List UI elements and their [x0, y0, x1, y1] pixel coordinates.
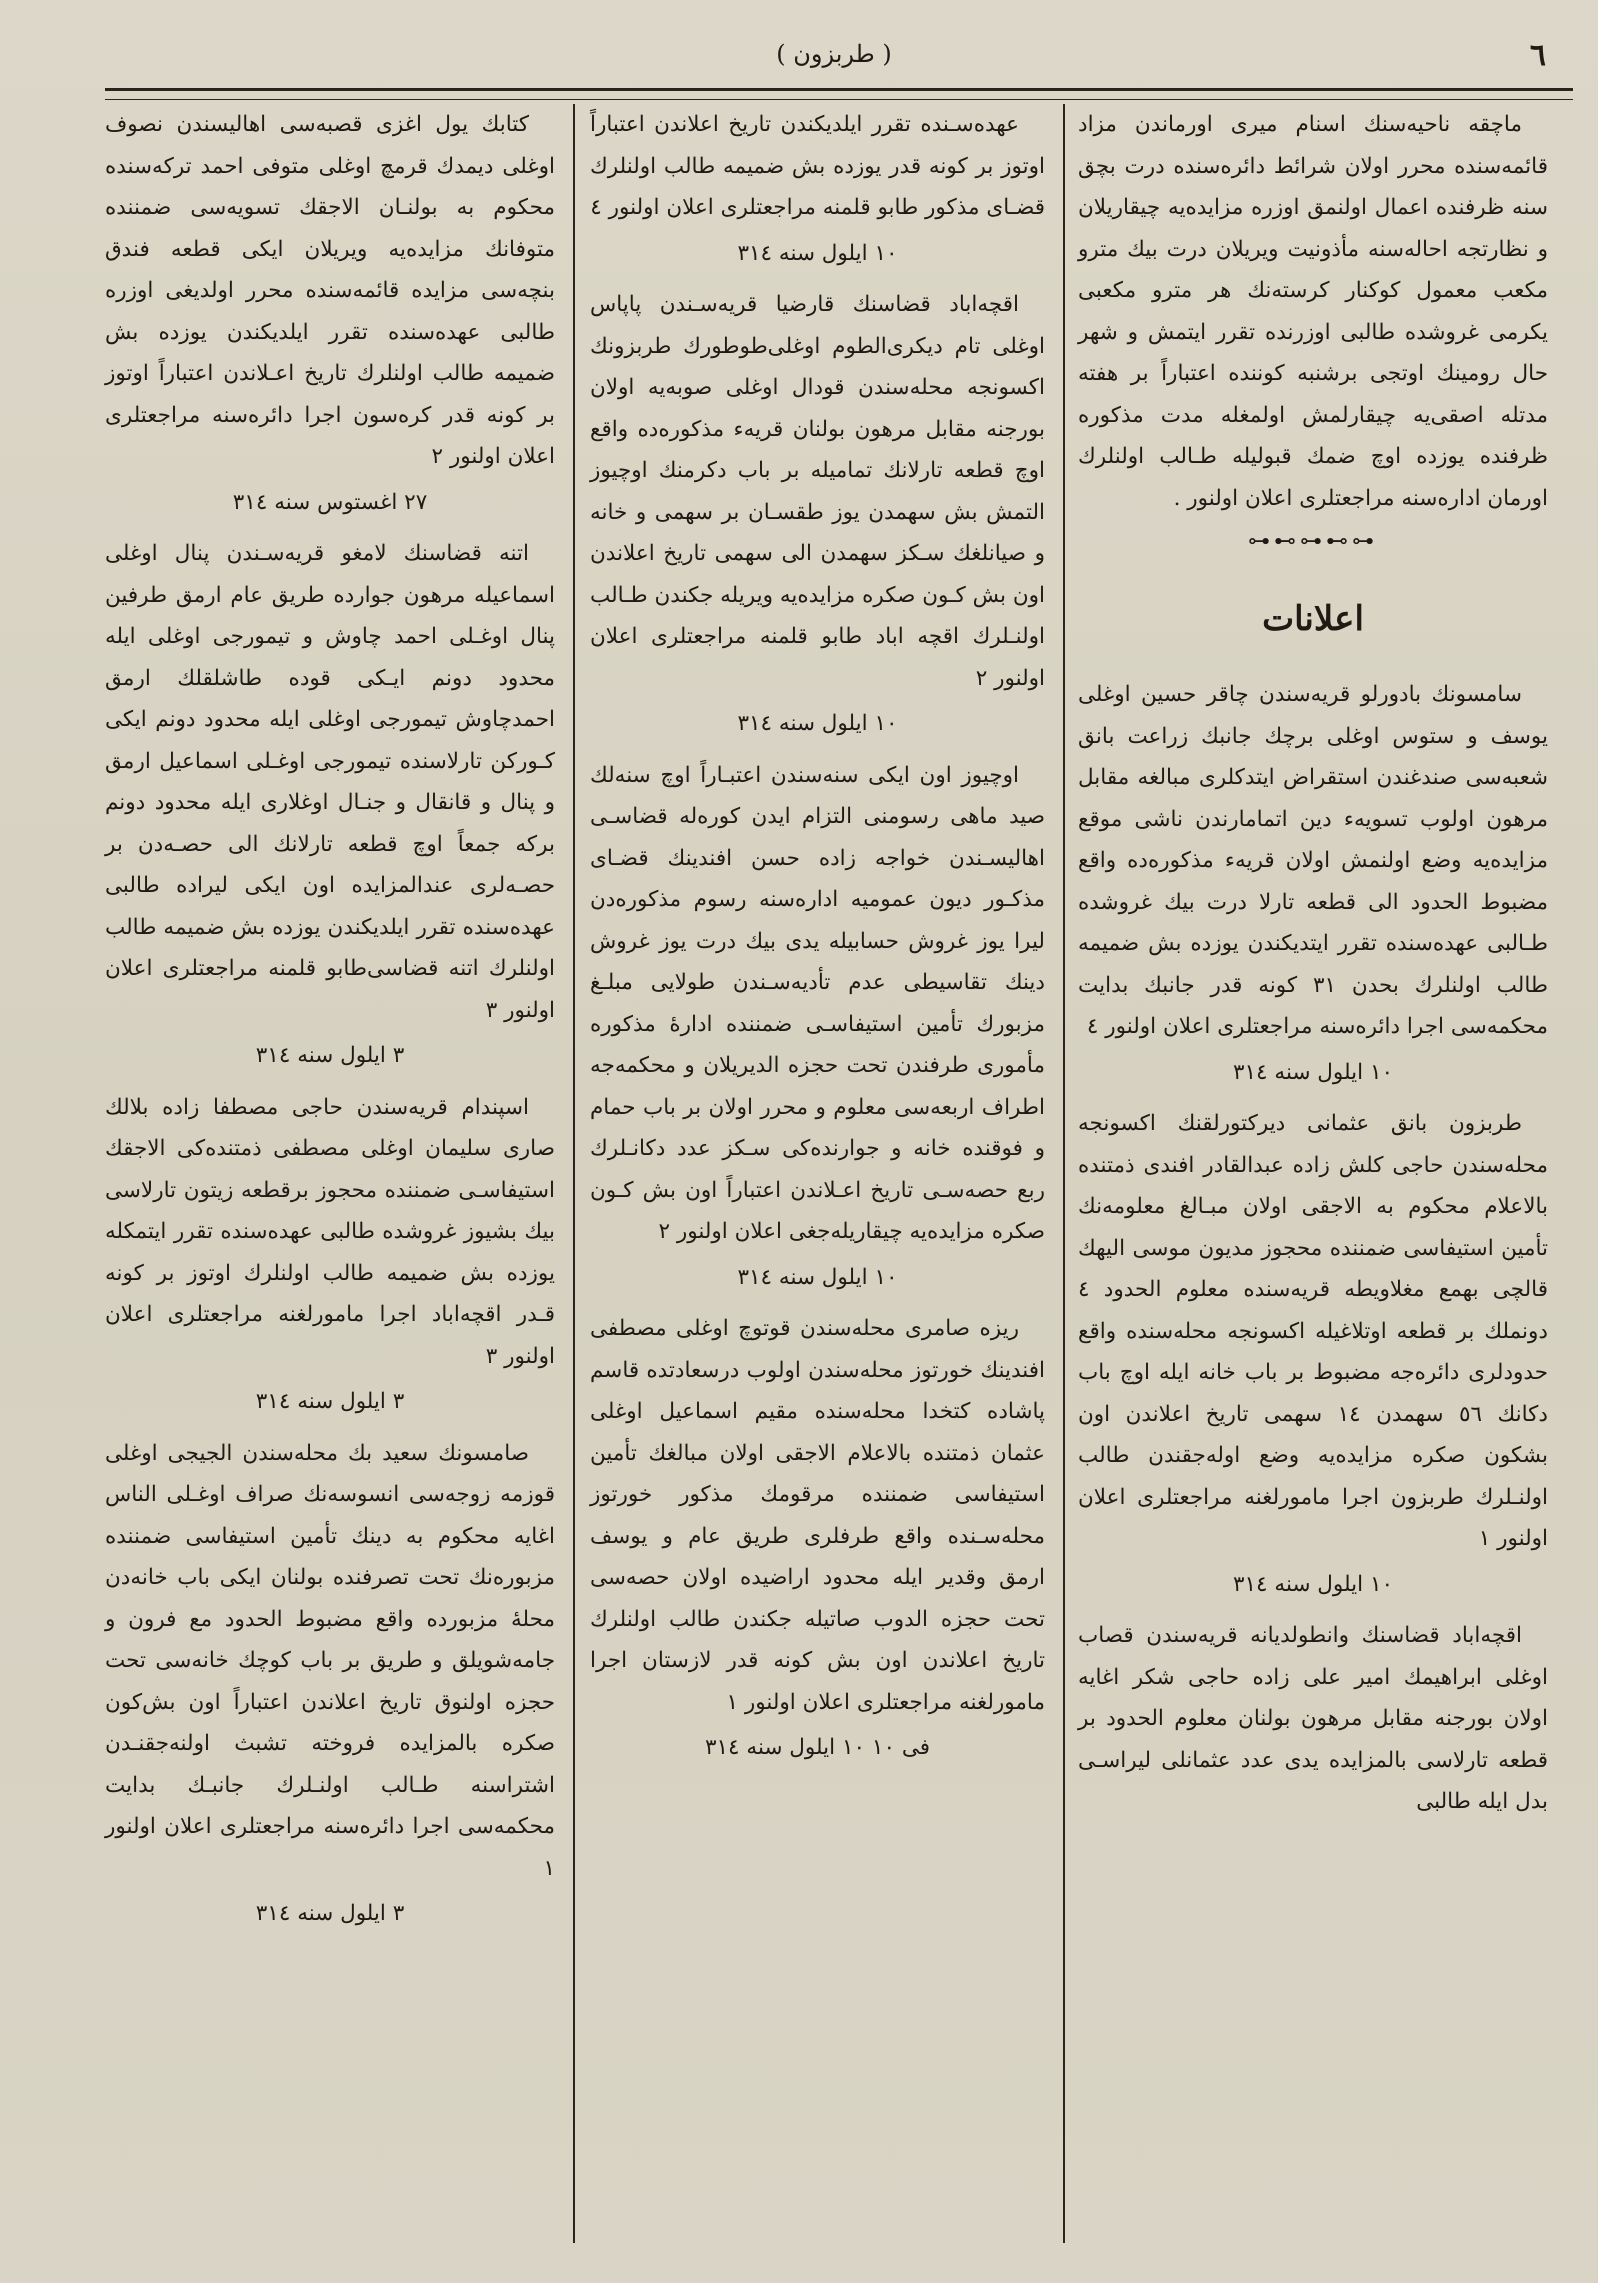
ad-date: ١٠ ایلول سنه ٣١٤ [737, 240, 898, 266]
ad-text: اقچه‌اباد قضاسنك وانطولدیانه قریه‌سندن قصاب اوغلی ابراهیمك امیر علی زاده حاجی شكر اغایه اولان بورجنه مقابل مرهون بولنان معلوم الحدود بر قطعه تارلاسی بالمزایده یدی عدد عثمانلی لیراسـی بدل ایله طالبی [1078, 1623, 1548, 1814]
section-title: اعلانات [1262, 598, 1364, 639]
ad-text: كتابك یول اغزی قصبه‌سی اهالیسندن نصوف اوغلی دیمدك قرمچ اوغلی متوفی احمد تركه‌سنده محكوم به بولنـان الاجقك تسویه‌سی ضمننده متوفانك مزایده‌یه ویریلان ایكی قطعه فندق بنچه‌سی مزایده قائمه‌سنده محرر اولدیغی اوزره طالبی عهده‌سنده تقرر ایلدیكندن یوزده بش ضمیمه طالب اولنلرك تاریخ اعـلاندن اعتباراً اوتوز بر كونه قدر كره‌سون اجرا دائره‌سنه مراجعتلری اعلان اولنور ٢ [105, 112, 555, 469]
ad-date: فی ١٠ ١٠ ایلول سنه ٣١٤ [704, 1735, 931, 1760]
ad-date: ١٠ ایلول سنه ٣١٤ [737, 1264, 898, 1290]
ad-text: اقچه‌اباد قضاسنك قارضیا قریه‌سـندن پاپاس اوغلی تام دیكری‌الطوم اوغلی‌طوطورك طربزونك اكسونجه محله‌سندن قودال اوغلی صوبه‌یه اولان بورجنه مقابل مرهون بولنان قریه‌ء مذكوره‌ده واقع اوچ قطعه تارلانك تمامیله بر باب دكرمنك اوچیوز التمش بش سهمدن یوز طقسـان بر سهمی و خانه و صیانلغك سـكز سهمدن الی سهمی تاریخ اعلاندن اون بش كـون صكره مزایده‌یه ویریله جكندن طـالب اولنـلرك اقچه اباد طابو قلمنه مراجعتلری اعلان اولنور ٢ [590, 292, 1045, 691]
ad-date: ١٠ ایلول سنه ٣١٤ [1232, 1571, 1394, 1597]
ad-text: سامسونك بادورلو قریه‌سندن چاقر حسین اوغلی یوسف و ستوس اوغلی برچك جانبك زراعت بانق شعبه‌سی صندغندن استقراض ایتدكلری مبالغه مقابل مرهون اولوب تسویه‌ء دین اتمامارندن ناشی موقع مزایده‌یه وضع اولنمش اولان قریه‌ء مذكوره‌ده واقع مضبوط الحدود الی قطعه تارلا درت بیك غروشده طـالبی عهده‌سنده تقرر ایتدیكندن یوزده بش ضمیمه طالب اولنلرك بحدن ۳۱ كونه قدر جانبك بدایت محكمه‌سی اجرا دائره‌سنه مراجعتلری اعلان اولنور ٤ [1078, 682, 1548, 1039]
column-right [1078, 104, 1548, 2263]
ad-text: اوچیوز اون ایكی سنه‌سندن اعتبـاراً اوچ سنه‌لك صید ماهی رسومنی التزام ایدن كوره‌له قضاسـی اهالیسـندن خواجه زاده حسن افندینك قضـای مذكـور دیون عمومیه اداره‌سنه رسوم مذكوره‌دن لیرا یوز غروش حسابیله یدی بیك درت یوز غروش دینك تقاسیطی عدم تأدیه‌سـندن طولایی مبلـغ مزبورك تأمین استیفاسـی ضمننده ادارهٔ مذكوره مأموری طرفندن تحت حجزه الدیریلان و محكمه‌جه اطراف اربعه‌سی معلوم و محرر اولان بر باب حمام و فوقنده خانه و جوارنده‌كی سـكز عدد دكانـلرك ربع حصه‌سـی تاریخ اعـلاندن اعتباراً اون بش كـون صكره مزایده‌یه چیقاریله‌جغی اعلان اولنور ٢ [590, 762, 1045, 1244]
ad-date: ٢٧ اغستوس سنه ٣١٤ [232, 489, 428, 515]
column-divider [1063, 104, 1065, 2243]
ad-text: صامسونك سعید بك محله‌سندن الجیجی اوغلی قوزمه زوجه‌سی انسوسه‌نك صراف اوغـلی الناس اغایه محكوم به دینك تأمین استیفاسی ضمننده مزبوره‌نك تحت تصرفنده بولنان ایكی باب خانه‌دن محلهٔ مزبورده واقع مضبوط الحدود مع فرون و جامه‌شویلق و طریق بر باب كوچك خانه‌سی تحت حجزه اولنوق تاریخ اعلاندن اعتباراً اون بش‌كون صكره بالمزایده فروخته تشبث اولنه‌جقنـدن اشتراسنه طـالب اولنـلرك جانبـك بدایت محكمه‌سی اجرا دائره‌سنه مراجعتلری اعلان اولنور ١ [105, 1440, 555, 1881]
ornament-divider: ⊷⊶⊷⊶⊷ [1248, 529, 1378, 554]
page-header [100, 32, 1568, 82]
article-paragraph: ماچقه ناحیه‌سنك اسنام میری اورماندن مزاد قائمه‌سنده محرر اولان شرائط دائره‌سنده درت بچق سنه ظرفنده اعمال اولنمق اوزره مزایده‌یه چیقاریلان و نظارتجه احاله‌سنه مأذونیت ویریلان درت بیك مترو مكعب معمول كوكنار كرسته‌نك هر مترو مكعبی یكرمی غروشده طالبی اوزرنده تقرر ایتمش و شهر حال رومینك اوتجی برشنبه كوننده اعتباراً بر هفته مدتله اصقی‌یه چیقارلمش اولمغله مدت مذكوره ظرفنده یوزده اوچ ضمك قبولیله طـالب اولنلرك اورمان اداره‌سنه مراجعتلری اعلان اولنور . [1078, 112, 1548, 511]
ad-date: ٣ ایلول سنه ٣١٤ [255, 1043, 405, 1068]
column-left [105, 104, 555, 2263]
header-rule [105, 88, 1573, 100]
masthead: ( طربزون ) [776, 40, 892, 68]
ad-date: ٣ ایلول سنه ٣١٤ [255, 1389, 405, 1414]
ad-text: عهده‌سـنده تقرر ایلدیكندن تاریخ اعلاندن اعتباراً اوتوز بر كونه قدر یوزده بش ضمیمه طالب اولنلرك قضـای مذكور طابو قلمنه مراجعتلری اعلان اولنور ٤ [590, 112, 1045, 220]
page-number: ٦ [1529, 38, 1546, 73]
column-middle [590, 104, 1045, 2263]
ad-date: ١٠ ایلول سنه ٣١٤ [737, 711, 898, 736]
ad-text: اسپندام قریه‌سندن حاجی مصطفا زاده بلالك صاری سلیمان اوغلی مصطفی ذمتنده‌كی الاجقك استیفاسـی ضمننده محجوز برقطعه زیتون تارلاسی بیك بشیوز غروشده طالبی عهده‌سنده تقرر ایتمكله یوزده بش ضمیمه طالب اولنلرك اوتوز بر كونه قـدر اقچه‌اباد اجرا مامورلغنه مراجعتلری اعلان اولنور ٣ [105, 1094, 555, 1369]
ad-text: اتنه قضاسنك لامغو قریه‌سـندن پنال اوغلی اسماعیله مرهون جوارده طریق عام ارمق طرفین پنال اوغـلی احمد چاوش و تیمورجی اوغلی ایله محدود دونم ایـكی قوده طاشلقلك ارمق احمدچاوش تیمورجی اوغلی ایله محدود دونم ایكی كـوركن تارلاسنده تیمورجی اوغـلی اسماعیل ارمق و پنال و قانقال و جنـال اوغلاری ایله محدود دونم بركه جمعاً اوچ قطعه تارلانك الی حصـه‌دن بر حصـه‌لری عندالمزایده اون ایكی لیراده طالبی عهده‌سنده تقرر ایلدیكندن یوزده بش ضمیمه طالب اولنلرك اتنه قضاسی‌طابو قلمنه مراجعتلری اعلان اولنور ٣ [105, 541, 555, 1023]
ad-date: ٣ ایلول سنه ٣١٤ [255, 1901, 405, 1926]
column-divider [573, 104, 575, 2243]
ad-text: طربزون بانق عثمانی دیركتورلقنك اكسونجه محله‌سندن حاجی كلش زاده عبدالقادر افندی ذمتنده بالاعلام محكوم به الاجقی اولان مبـالغ معلومه‌نك تأمین استیفاسی ضمننده محجوز مدیون موسی الیهك قالچی بهمع مغلاویطه قریه‌سنده معلوم الحدود ٤ دونملك بر قطعه اوتلاغیله اكسونجه محله‌سنده واقع حدودلری دائره‌جه مضبوط بر باب خانه ایله اوچ باب دكانك ٥٦ سهمدن ١٤ سهمی تاریخ اعلاندن اون بشكون صكره مزایده‌یه وضع اوله‌جقندن طالب اولنـلرك طربزون اجرا مامورلغنه مراجعتلری اعلان اولنور ١ [1078, 1111, 1548, 1551]
ad-date: ١٠ ایلول سنه ٣١٤ [1232, 1059, 1394, 1085]
ad-text: ریزه صامری محله‌سندن قوتوچ اوغلی مصطفی افندینك خورتوز محله‌سندن اولوب درسعادتده قاسم پاشاده كتخدا محله‌سنده مقیم اسماعیل اوغلی عثمان ذمتنده بالاعلام الاجقی اولان مبالغك تأمین استیفاسی ضمننده مرقومك مذكور خورتوز محله‌سـنده واقع طرفلری طریق عام و یوسف ارمق وقدیر ایله محدود اراضیده اولان حصه‌سی تحت حجزه الدوب صاتیله جكندن طالب اولنلرك تاریخ اعلاندن اون بش كونه قدر لازستان اجرا مامورلغنه مراجعتلری اعلان اولنور ١ [590, 1316, 1045, 1715]
